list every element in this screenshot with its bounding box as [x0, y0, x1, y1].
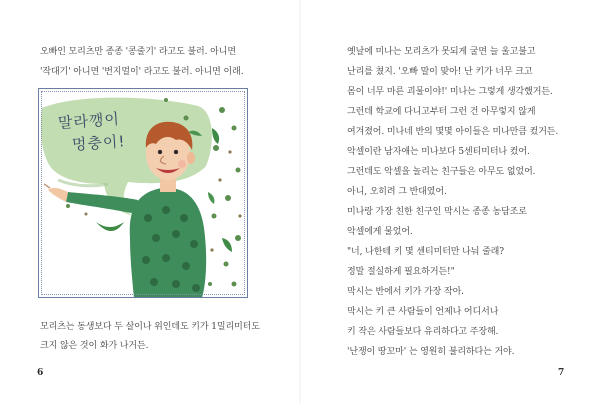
speech-bubble-line1: 말라깽이	[57, 109, 121, 133]
right-text-line: 아니, 오히려 그 반대였어.	[347, 187, 447, 197]
right-text-line: 그런데도 악셀을 놀리는 친구들은 아무도 없었어.	[347, 167, 536, 177]
left-text-line: 모리츠는 동생보다 두 살이나 위인데도 키가 1밀리미터도	[40, 322, 260, 332]
right-page	[300, 0, 600, 403]
right-text-line: 악셀에게 물었어.	[347, 227, 413, 237]
right-text-line: 여겨졌어. 미나네 반의 몇몇 아이들은 미나만큼 컸거든.	[347, 127, 559, 137]
right-text-line: 그런데 학교에 다니고부터 그런 건 아무렇지 않게	[347, 107, 536, 117]
right-text-line: 몸이 너무 마른 괴물이야!' 미나는 그렇게 생각했거든.	[347, 87, 553, 97]
right-text-line: 막시는 반에서 키가 가장 작아.	[347, 287, 464, 297]
right-text-line: 미나랑 가장 친한 친구인 막시는 종종 농담조로	[347, 207, 527, 217]
page-number-right: 7	[558, 368, 565, 378]
left-text-line: '작대기' 아니면 '번지멀이' 라고도 불러. 아니면 이래.	[40, 67, 244, 77]
right-text-line: 정말 절실하게 필요하거든!"	[347, 267, 455, 277]
illustration-boy-with-speech-bubble	[38, 88, 248, 298]
right-text-line: "너, 나한테 키 몇 센티미터만 나눠 줄래?	[347, 247, 505, 257]
page-number-left: 6	[37, 368, 44, 378]
right-text-line: 옛날에 미나는 모리츠가 못되게 굴면 늘 울고불고	[347, 47, 536, 57]
left-text-line: 크지 않은 것이 화가 나거든.	[40, 341, 149, 351]
right-text-line: '난쟁이 땅꼬마' 는 영원히 불리하다는 거야.	[347, 347, 515, 357]
right-text-line: 막시는 키 큰 사람들이 언제나 어디서나	[347, 307, 499, 317]
right-text-line: 키 작은 사람들보다 유리하다고 주장해.	[347, 327, 499, 337]
right-text-line: 난리를 쳤지. '오빠 말이 맞아! 난 키가 너무 크고	[347, 67, 533, 77]
left-text-line: 오빠인 모리츠만 종종 '콩줄기' 라고도 불러. 아니면	[40, 47, 236, 57]
right-text-line: 악셀이란 남자애는 미나보다 5센티미터나 컸어.	[347, 147, 530, 157]
speech-bubble-line2: 멍충이!	[71, 132, 127, 154]
